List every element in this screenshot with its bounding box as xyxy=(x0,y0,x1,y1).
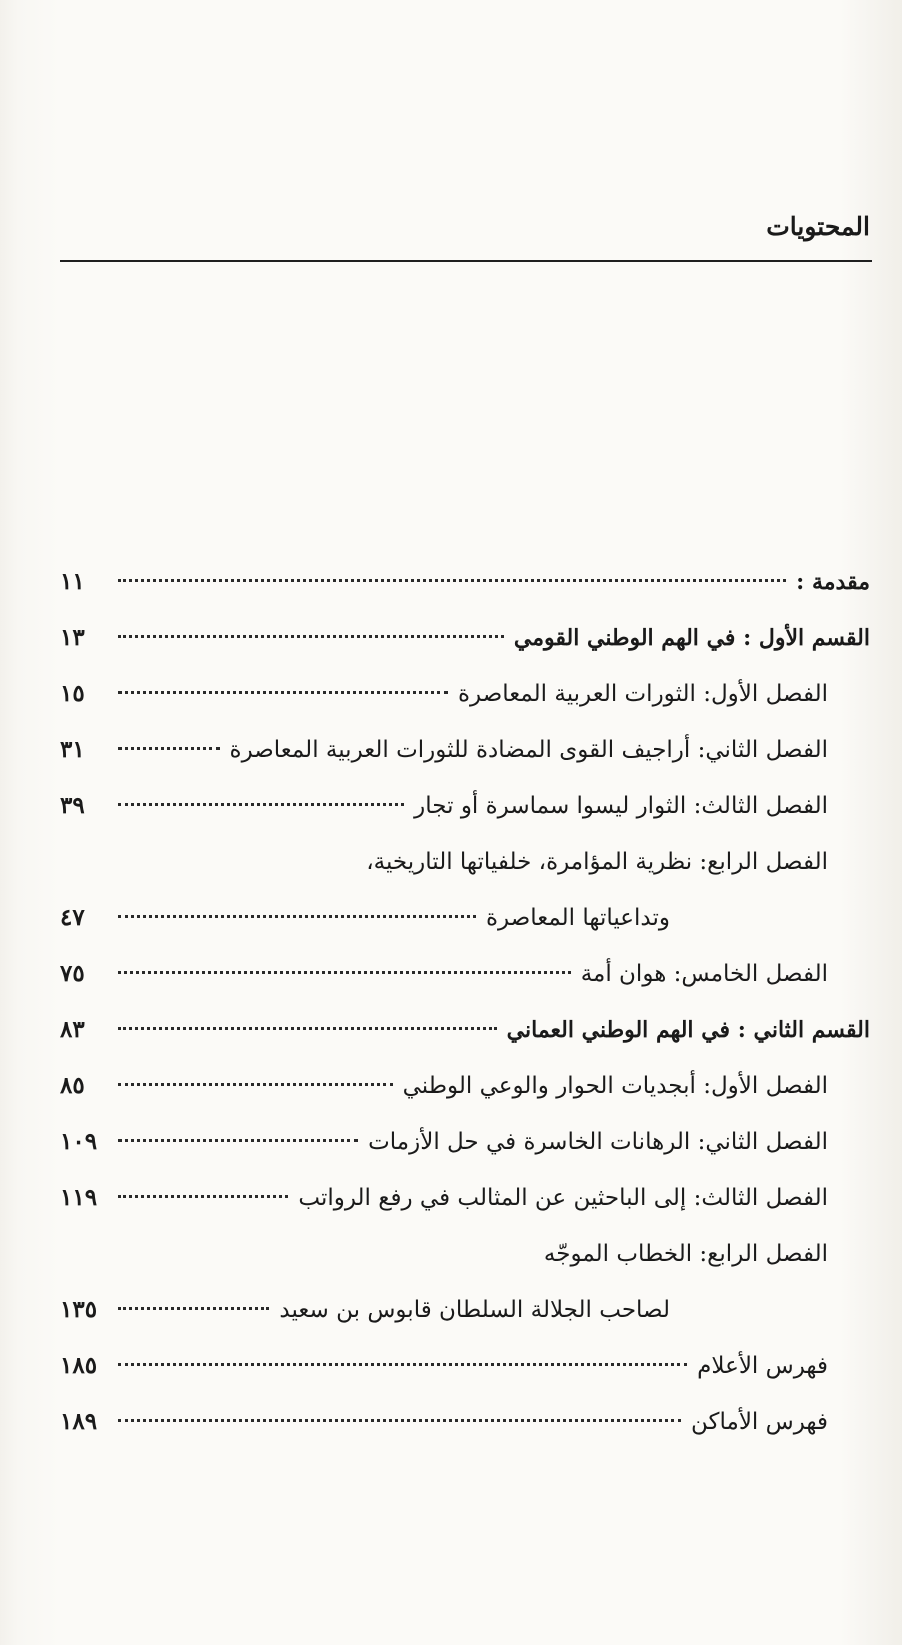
toc-leader-dots xyxy=(118,691,448,694)
toc-page-number: ٣١ xyxy=(60,736,85,763)
toc-entry-label: القسم الأول : في الهم الوطني القومي xyxy=(513,625,870,651)
toc-page-number: ٤٧ xyxy=(60,904,85,931)
toc-page-number: ١٠٩ xyxy=(60,1128,98,1155)
toc-leader-dots xyxy=(118,1195,288,1198)
toc-entry[interactable] xyxy=(60,1070,870,1126)
toc-leader-dots xyxy=(118,1307,269,1310)
toc-entry[interactable] xyxy=(60,958,870,1014)
toc-page-number: ٣٩ xyxy=(60,792,85,819)
toc-page-number: ١١٩ xyxy=(60,1184,98,1211)
toc-entry-label: الفصل الثالث: الثوار ليسوا سماسرة أو تجار xyxy=(414,793,828,819)
toc-entry-continuation[interactable] xyxy=(60,1294,870,1350)
toc-page-number: ١٨٩ xyxy=(60,1408,98,1435)
toc-leader-dots xyxy=(118,579,786,582)
toc-entry-label: الفصل الرابع: نظرية المؤامرة، خلفياتها التاريخية، xyxy=(366,849,828,875)
toc-entry-label: وتداعياتها المعاصرة xyxy=(485,905,670,931)
toc-leader-dots xyxy=(118,1083,393,1086)
toc-page-number: ١٨٥ xyxy=(60,1352,98,1379)
toc-entry-label: لصاحب الجلالة السلطان قابوس بن سعيد xyxy=(279,1297,670,1323)
toc-page-number: ٨٥ xyxy=(60,1072,85,1099)
toc-entry-label: الفصل الأول: أبجديات الحوار والوعي الوطني xyxy=(402,1073,828,1099)
toc-entry-label: الفصل الخامس: هوان أمة xyxy=(580,961,828,987)
toc-entry-label: الفصل الأول: الثورات العربية المعاصرة xyxy=(457,681,828,707)
toc-entry[interactable] xyxy=(60,1350,870,1406)
toc-entry-label: الفصل الثاني: أراجيف القوى المضادة للثورات العربية المعاصرة xyxy=(229,737,828,763)
page-title: المحتويات xyxy=(766,212,870,241)
toc-entry-label: الفصل الرابع: الخطاب الموجّه xyxy=(543,1241,828,1267)
page-header xyxy=(60,212,872,262)
toc-entry[interactable] xyxy=(60,1014,870,1070)
toc-leader-dots xyxy=(118,1419,681,1422)
toc-leader-dots xyxy=(118,915,476,918)
toc-entry[interactable] xyxy=(60,1238,870,1294)
toc-page-number: ٨٣ xyxy=(60,1016,85,1043)
toc-entry[interactable] xyxy=(60,1406,870,1462)
toc-entry-label: الفصل الثالث: إلى الباحثين عن المثالب في رفع الرواتب xyxy=(298,1185,828,1211)
toc-page-number: ١٣٥ xyxy=(60,1296,98,1323)
toc-entry[interactable] xyxy=(60,622,870,678)
toc-entry[interactable] xyxy=(60,1126,870,1182)
toc-entry-label: القسم الثاني : في الهم الوطني العماني xyxy=(506,1017,870,1043)
toc-page-number: ١١ xyxy=(60,568,85,595)
toc-page-number: ٧٥ xyxy=(60,960,85,987)
toc-entry[interactable] xyxy=(60,846,870,902)
title-rule xyxy=(60,260,872,262)
toc-entry-label: مقدمة : xyxy=(796,569,870,595)
toc-entry-label: فهرس الأماكن xyxy=(691,1409,828,1435)
toc-leader-dots xyxy=(118,1027,497,1030)
toc-entry[interactable] xyxy=(60,1182,870,1238)
toc-leader-dots xyxy=(118,803,404,806)
toc-page-number: ١٥ xyxy=(60,680,85,707)
toc-entry[interactable] xyxy=(60,678,870,734)
toc-leader-dots xyxy=(118,971,571,974)
toc-entry-label: الفصل الثاني: الرهانات الخاسرة في حل الأزمات xyxy=(368,1129,828,1155)
toc-page-number: ١٣ xyxy=(60,624,85,651)
toc-leader-dots xyxy=(118,1363,687,1366)
toc-entry-continuation[interactable] xyxy=(60,902,870,958)
toc-entry[interactable] xyxy=(60,790,870,846)
toc-leader-dots xyxy=(118,747,220,750)
toc-leader-dots xyxy=(118,635,504,638)
toc-entry-label: فهرس الأعلام xyxy=(697,1353,828,1379)
toc-entry[interactable] xyxy=(60,566,870,622)
table-of-contents xyxy=(60,566,870,1462)
toc-entry[interactable] xyxy=(60,734,870,790)
toc-leader-dots xyxy=(118,1139,358,1142)
